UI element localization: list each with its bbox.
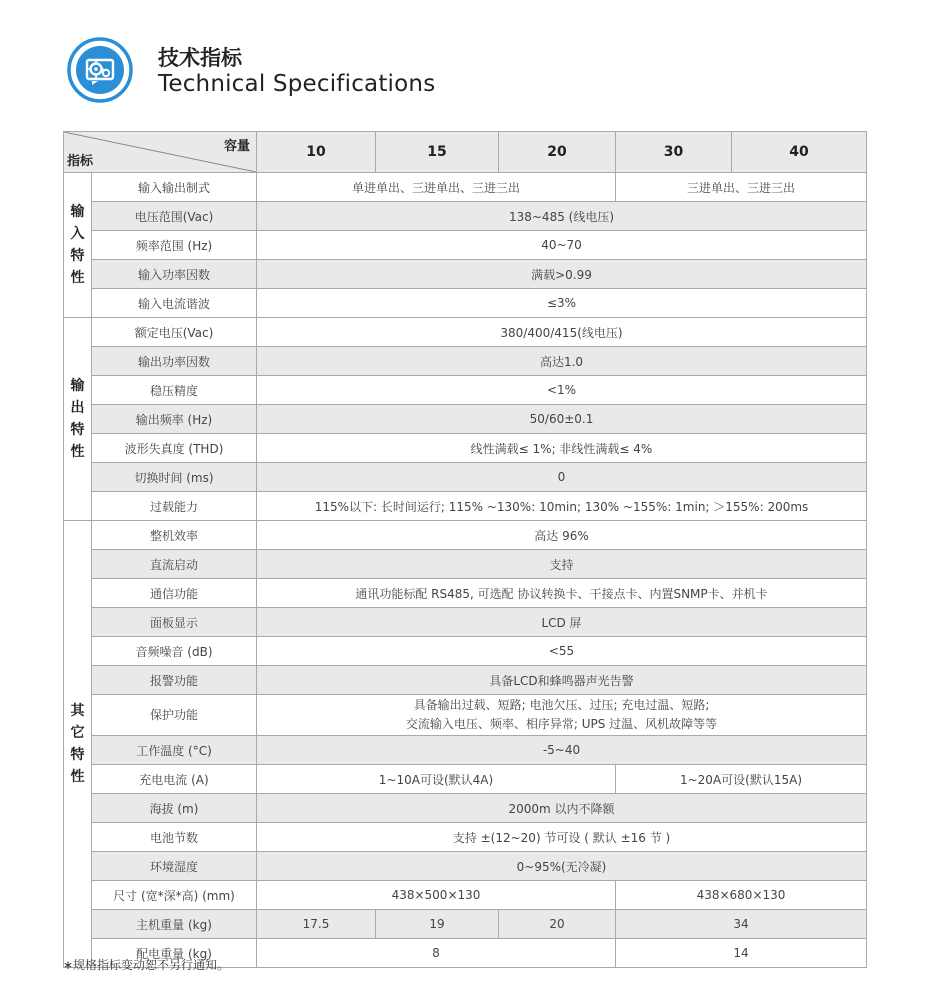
table-row <box>64 765 867 794</box>
value-cell: 438×500×130 <box>257 881 616 910</box>
row-label: 电压范围(Vac) <box>92 202 257 231</box>
row-label: 电池节数 <box>92 823 257 852</box>
value-cell: 34 <box>616 910 867 939</box>
capacity-cell: 20 <box>499 132 616 173</box>
row-label: 整机效率 <box>92 521 257 550</box>
value-cell: 高达1.0 <box>257 347 867 376</box>
table-row <box>64 376 867 405</box>
value-cell: 三进单出、三进三出 <box>616 173 867 202</box>
value-cell: 高达 96% <box>257 521 867 550</box>
gear-settings-icon <box>66 36 134 104</box>
row-label: 直流启动 <box>92 550 257 579</box>
value-cell: 50/60±0.1 <box>257 405 867 434</box>
table-row <box>64 463 867 492</box>
row-label: 主机重量 (kg) <box>92 910 257 939</box>
table-header-row <box>64 132 867 173</box>
value-cell: 2000m 以内不降额 <box>257 794 867 823</box>
row-label: 额定电压(Vac) <box>92 318 257 347</box>
capacity-cell: 15 <box>376 132 499 173</box>
row-label: 配电重量 (kg) <box>92 939 257 968</box>
row-label: 环境湿度 <box>92 852 257 881</box>
row-label: 输出频率 (Hz) <box>92 405 257 434</box>
value-cell: 115%以下: 长时间运行; 115% ~130%: 10min; 130% ~155%: 1min; ＞155%: 200ms <box>257 492 867 521</box>
capacity-header: 容量 <box>223 139 250 154</box>
table-row <box>64 823 867 852</box>
value-cell: 40~70 <box>257 231 867 260</box>
table-row <box>64 852 867 881</box>
table-row <box>64 260 867 289</box>
footnote: ∗规格指标变动恕不另行通知。 <box>63 958 230 972</box>
table-row <box>64 289 867 318</box>
spec-table <box>63 131 867 968</box>
table-row <box>64 637 867 666</box>
value-cell: 支持 <box>257 550 867 579</box>
value-line: 具备输出过载、短路; 电池欠压、过压; 充电过温、短路; <box>413 698 710 712</box>
table-row <box>64 666 867 695</box>
group-input-label: 输 入 特 性 <box>64 173 92 318</box>
value-cell: 8 <box>257 939 616 968</box>
table-row <box>64 347 867 376</box>
table-row <box>64 231 867 260</box>
table-row <box>64 318 867 347</box>
value-cell: 19 <box>376 910 499 939</box>
row-label: 切换时间 (ms) <box>92 463 257 492</box>
row-label: 音频噪音 (dB) <box>92 637 257 666</box>
table-row <box>64 881 867 910</box>
value-cell: 线性满载≤ 1%; 非线性满载≤ 4% <box>257 434 867 463</box>
row-label: 输出功率因数 <box>92 347 257 376</box>
row-label: 频率范围 (Hz) <box>92 231 257 260</box>
value-cell: 支持 ±(12~20) 节可设 ( 默认 ±16 节 ) <box>257 823 867 852</box>
value-cell: LCD 屏 <box>257 608 867 637</box>
page-title-zh: 技术指标 <box>158 46 242 70</box>
table-row <box>64 910 867 939</box>
value-cell <box>257 695 867 736</box>
row-label: 输入输出制式 <box>92 173 257 202</box>
table-row <box>64 173 867 202</box>
value-cell: 14 <box>616 939 867 968</box>
table-row <box>64 608 867 637</box>
capacity-cell: 40 <box>732 132 867 173</box>
table-row <box>64 492 867 521</box>
table-row <box>64 550 867 579</box>
value-line: 交流输入电压、频率、相序异常; UPS 过温、风机故障等等 <box>405 717 718 731</box>
value-cell: 通讯功能标配 RS485, 可选配 协议转换卡、干接点卡、内置SNMP卡、并机卡 <box>257 579 867 608</box>
page-header <box>66 36 666 106</box>
table-row <box>64 794 867 823</box>
value-cell: 0~95%(无冷凝) <box>257 852 867 881</box>
spec-header: 指标 <box>67 154 94 169</box>
value-cell: 17.5 <box>257 910 376 939</box>
table-row <box>64 736 867 765</box>
row-label: 报警功能 <box>92 666 257 695</box>
value-cell: 438×680×130 <box>616 881 867 910</box>
table-row <box>64 695 867 736</box>
table-row <box>64 579 867 608</box>
row-label: 充电电流 (A) <box>92 765 257 794</box>
page-title-en: Technical Specifications <box>158 71 436 97</box>
value-cell: 380/400/415(线电压) <box>257 318 867 347</box>
row-label: 面板显示 <box>92 608 257 637</box>
corner-header-cell <box>64 132 257 173</box>
value-cell: -5~40 <box>257 736 867 765</box>
value-cell: 138~485 (线电压) <box>257 202 867 231</box>
table-row <box>64 521 867 550</box>
group-output-label: 输 出 特 性 <box>64 318 92 521</box>
value-cell: <55 <box>257 637 867 666</box>
value-cell: 0 <box>257 463 867 492</box>
row-label: 过载能力 <box>92 492 257 521</box>
value-cell: <1% <box>257 376 867 405</box>
value-cell: ≤3% <box>257 289 867 318</box>
capacity-cell: 30 <box>616 132 732 173</box>
row-label: 尺寸 (宽*深*高) (mm) <box>92 881 257 910</box>
row-label: 保护功能 <box>92 695 257 736</box>
group-other-label: 其 它 特 性 <box>64 521 92 968</box>
row-label: 波形失真度 (THD) <box>92 434 257 463</box>
value-cell: 1~10A可设(默认4A) <box>257 765 616 794</box>
value-cell: 具备LCD和蜂鸣器声光告警 <box>257 666 867 695</box>
table-row <box>64 434 867 463</box>
value-cell: 单进单出、三进单出、三进三出 <box>257 173 616 202</box>
row-label: 通信功能 <box>92 579 257 608</box>
table-row <box>64 202 867 231</box>
row-label: 海拔 (m) <box>92 794 257 823</box>
row-label: 工作温度 (°C) <box>92 736 257 765</box>
capacity-cell: 10 <box>257 132 376 173</box>
value-cell: 满载>0.99 <box>257 260 867 289</box>
row-label: 输入电流谐波 <box>92 289 257 318</box>
value-cell: 1~20A可设(默认15A) <box>616 765 867 794</box>
row-label: 稳压精度 <box>92 376 257 405</box>
row-label: 输入功率因数 <box>92 260 257 289</box>
value-cell: 20 <box>499 910 616 939</box>
table-row <box>64 405 867 434</box>
